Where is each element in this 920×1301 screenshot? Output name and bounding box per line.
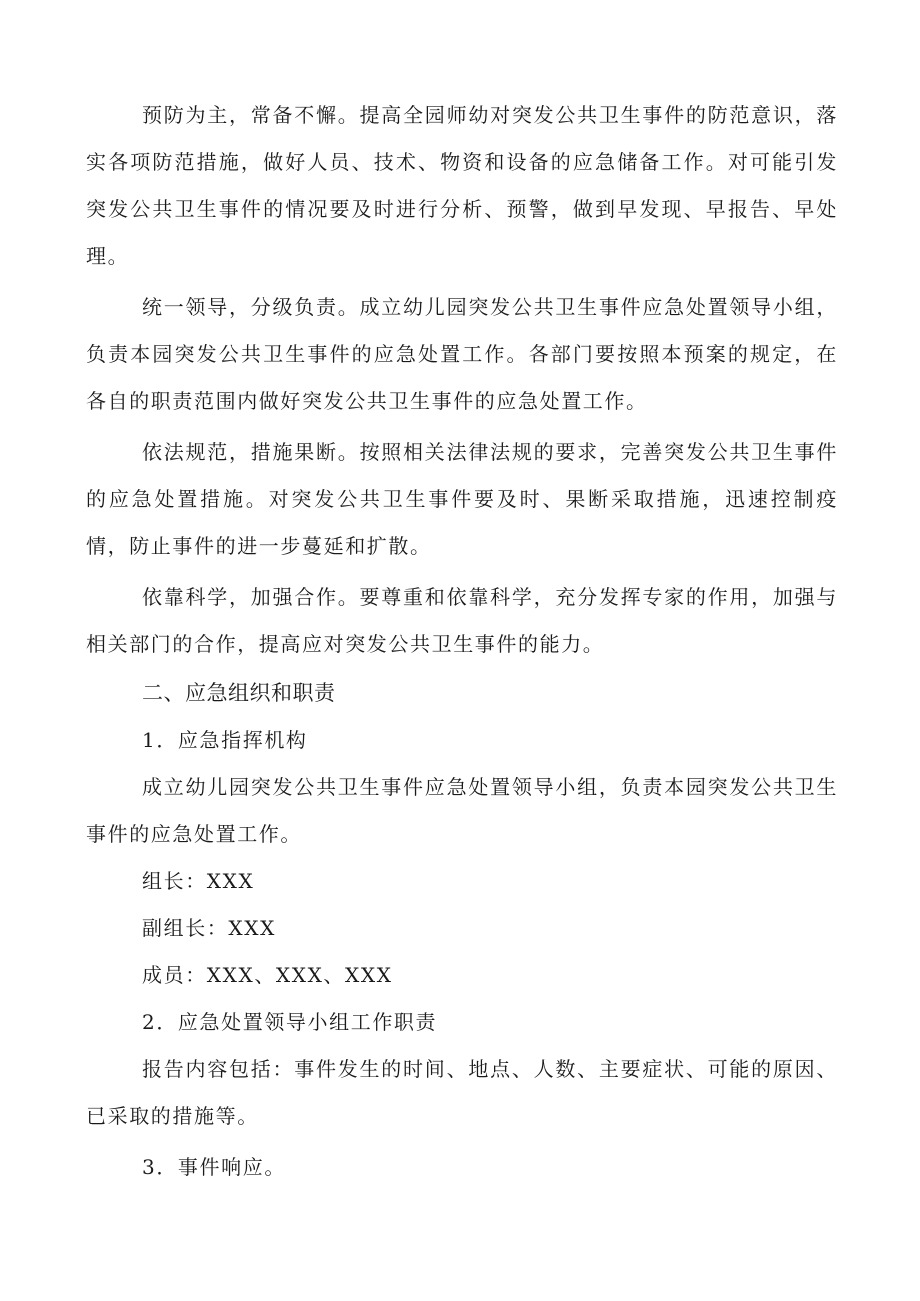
paragraph-science: 依靠科学，加强合作。要尊重和依靠科学，充分发挥专家的作用，加强与相关部门的合作，提高应对突发公共卫生事件的能力。	[86, 585, 838, 656]
paragraph-regulation: 依法规范，措施果断。按照相关法律法规的要求，完善突发公共卫生事件的应急处置措施。对突发公共卫生事件要及时、果断采取措施，迅速控制疫情，防止事件的进一步蔓延和扩散。	[86, 440, 838, 558]
section-heading: 二、应急组织和职责	[142, 681, 336, 705]
item2-body: 报告内容包括：事件发生的时间、地点、人数、主要症状、可能的原因、已采取的措施等。	[86, 1057, 838, 1128]
paragraph-leadership: 统一领导，分级负责。成立幼儿园突发公共卫生事件应急处置领导小组，负责本园突发公共卫生事件的应急处置工作。各部门要按照本预案的规定，在各自的职责范围内做好突发公共卫生事件的应急处置工作。	[86, 295, 838, 413]
document-page	[86, 92, 838, 1191]
item3-title: 3．事件响应。	[142, 1155, 286, 1179]
members-line: 成员：XXX、XXX、XXX	[142, 963, 393, 987]
item2-title: 2．应急处置领导小组工作职责	[142, 1010, 438, 1034]
leader-line: 组长：XXX	[142, 869, 255, 893]
paragraph-prevention: 预防为主，常备不懈。提高全园师幼对突发公共卫生事件的防范意识，落实各项防范措施，做好人员、技术、物资和设备的应急储备工作。对可能引发突发公共卫生事件的情况要及时进行分析、预警，做到早发现、早报告、早处理。	[86, 103, 838, 268]
deputy-leader-line: 副组长：XXX	[142, 916, 276, 940]
item1-body: 成立幼儿园突发公共卫生事件应急处置领导小组，负责本园突发公共卫生事件的应急处置工作。	[86, 775, 838, 846]
item1-title: 1．应急指挥机构	[142, 728, 308, 752]
